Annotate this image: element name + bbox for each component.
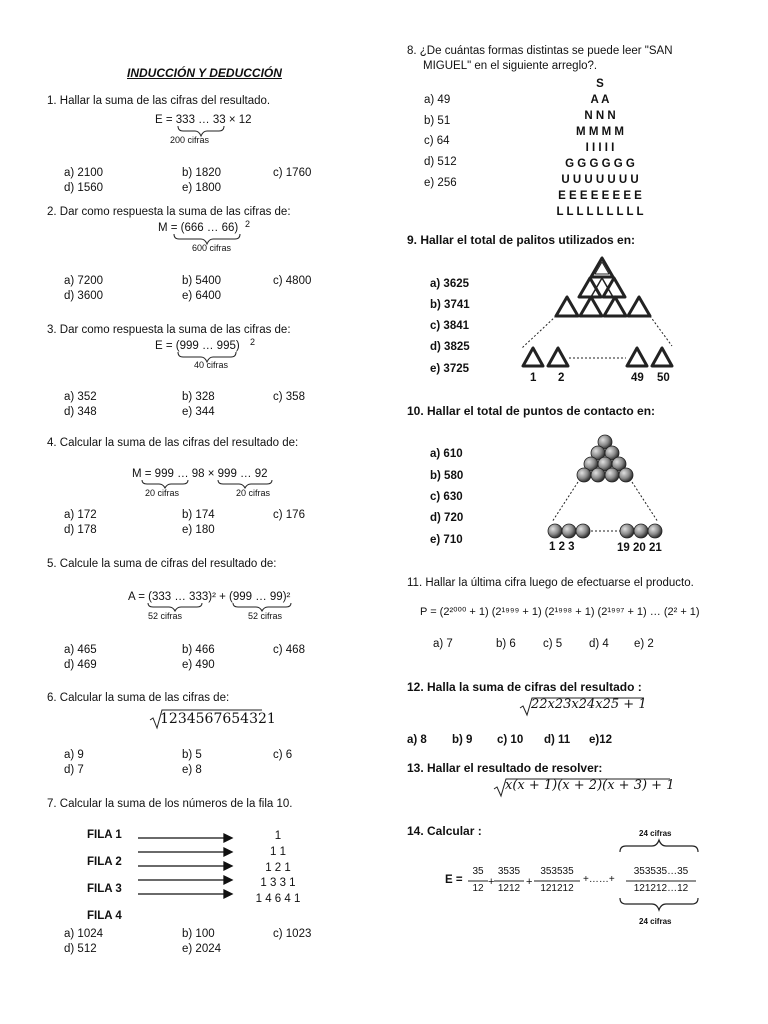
q4-brace-label-2: 20 cifras [236,488,271,498]
q5-option-c[interactable]: c) 468 [273,644,305,656]
q8-option-b[interactable]: b) 51 [424,115,451,127]
q5-option-a[interactable]: a) 465 [64,644,97,656]
q14-frac-2-den: 1212 [497,883,521,894]
q1-option-b[interactable]: b) 1820 [182,167,222,179]
q6-radicand: 1234567654321 [160,711,276,727]
svg-text:+: + [488,876,495,888]
q5-underbrace-1 [148,603,202,611]
q10-label-left: 1 2 3 [549,541,575,553]
q3-option-e[interactable]: e) 344 [182,406,215,418]
q3-expression: E = (999 … 995) [155,340,240,352]
q3-exponent: 2 [250,337,256,347]
matchstick-guides [522,316,672,358]
letter-row-4: M M M M [576,126,624,138]
q8-option-a[interactable]: a) 49 [424,94,451,106]
q4-option-b[interactable]: b) 174 [182,509,215,521]
letter-row-6: G G G G G G [565,158,635,170]
q2-option-c[interactable]: c) 4800 [273,275,312,287]
matchstick-figure [523,258,672,366]
q6-option-c[interactable]: c) 6 [273,749,293,761]
q9-label-50: 50 [657,372,670,384]
q8-statement-line-1: 8. ¿De cuántas formas distintas se puede leer "SAN [407,45,673,57]
q5-brace-label-1: 52 cifras [148,611,183,621]
q11-option-d[interactable]: d) 4 [589,638,609,650]
q5-option-e[interactable]: e) 490 [182,659,215,671]
pascal-row-3: 1 2 1 [265,862,291,874]
q11-option-c[interactable]: c) 5 [543,638,563,650]
q9-option-b[interactable]: b) 3741 [430,299,470,311]
q10-option-a[interactable]: a) 610 [430,448,463,460]
letter-row-5: I I I I I [585,142,615,154]
q11-option-b[interactable]: b) 6 [496,638,516,650]
q14-statement: 14. Calcular : [407,824,482,838]
q6-option-d[interactable]: d) 7 [64,764,84,776]
q4-statement: 4. Calcular la suma de las cifras del resultado de: [47,437,299,449]
q3-option-c[interactable]: c) 358 [273,391,305,403]
q1-brace-label: 200 cifras [170,135,210,145]
ball-figure [548,435,662,538]
letter-row-3: N N N [584,110,616,122]
q9-option-c[interactable]: c) 3841 [430,320,470,332]
pascal-row-4: 1 3 3 1 [260,877,296,889]
q10-option-d[interactable]: d) 720 [430,512,464,524]
q1-option-e[interactable]: e) 1800 [182,182,222,194]
q6-option-a[interactable]: a) 9 [64,749,84,761]
q7-option-b[interactable]: b) 100 [182,928,215,940]
fila-arrows [138,834,232,898]
q4-option-d[interactable]: d) 178 [64,524,97,536]
q10-option-e[interactable]: e) 710 [430,534,463,546]
q11-expression: P = (2²⁰⁰⁰ + 1) (2¹⁹⁹⁹ + 1) (2¹⁹⁹⁸ + 1) (2¹⁹⁹⁷ + 1) … (2² + 1) [420,606,700,618]
q2-expression: M = (666 … 66) [158,222,239,234]
q12-option-b[interactable]: b) 9 [452,734,473,746]
q9-label-1: 1 [530,372,537,384]
q7-statement: 7. Calcular la suma de los números de la fila 10. [47,798,293,810]
pascal-row-5: 1 4 6 4 1 [255,893,301,905]
letter-row-9: L L L L L L L L L [556,206,644,218]
q7-option-c[interactable]: c) 1023 [273,928,312,940]
q11-statement: 11. Hallar la última cifra luego de efectuarse el producto. [407,577,694,589]
q10-statement: 10. Hallar el total de puntos de contacto en: [407,404,656,418]
fila-3-label: FILA 3 [87,883,122,895]
q5-brace-label-2: 52 cifras [248,611,283,621]
q10-option-c[interactable]: c) 630 [430,491,463,503]
q2-brace-label: 600 cifras [192,243,232,253]
q6-option-e[interactable]: e) 8 [182,764,202,776]
q12-option-c[interactable]: c) 10 [497,734,524,746]
q1-statement: 1. Hallar la suma de las cifras del resultado. [47,95,271,107]
pascal-row-2: 1 1 [270,846,286,858]
q1-option-d[interactable]: d) 1560 [64,182,104,194]
q6-option-b[interactable]: b) 5 [182,749,202,761]
q4-brace-label-1: 20 cifras [145,488,180,498]
q1-option-c[interactable]: c) 1760 [273,167,312,179]
q14-brace-label-top: 24 cifras [639,829,672,838]
q8-option-d[interactable]: d) 512 [424,156,457,168]
q9-label-49: 49 [631,372,644,384]
q9-statement: 9. Hallar el total de palitos utilizados en: [407,233,636,247]
q14-brace-label-bottom: 24 cifras [639,917,672,926]
q14-lhs: E = [445,874,463,886]
q13-radicand: x(x + 1)(x + 2)(x + 3) + 1 [505,778,675,793]
q2-option-e[interactable]: e) 6400 [182,290,222,302]
q7-option-d[interactable]: d) 512 [64,943,97,955]
q3-option-d[interactable]: d) 348 [64,406,97,418]
q5-option-d[interactable]: d) 469 [64,659,97,671]
fila-1-label: FILA 1 [87,829,122,841]
q4-option-c[interactable]: c) 176 [273,509,305,521]
q4-option-a[interactable]: a) 172 [64,509,97,521]
q14-frac-1-num: 35 [472,866,484,877]
q1-expression: E = 333 … 33 × 12 [155,114,252,126]
letter-row-2: A A [590,94,610,106]
q14-frac-3-num: 353535 [540,866,574,877]
q5-statement: 5. Calcule la suma de cifras del resultado de: [47,558,277,570]
q14-frac-4-den: 121212…12 [633,883,689,894]
q8-option-c[interactable]: c) 64 [424,135,450,147]
q7-option-e[interactable]: e) 2024 [182,943,222,955]
q5-option-b[interactable]: b) 466 [182,644,215,656]
q12-option-e[interactable]: e)12 [589,734,613,746]
q8-option-e[interactable]: e) 256 [424,177,457,189]
q13-statement: 13. Hallar el resultado de resolver: [407,761,603,775]
q2-statement: 2. Dar como respuesta la suma de las cifras de: [47,206,291,218]
q2-option-a[interactable]: a) 7200 [64,275,104,287]
q12-option-a[interactable]: a) 8 [407,734,427,746]
page-title: INDUCCIÓN Y DEDUCCIÓN [127,66,282,80]
q2-option-d[interactable]: d) 3600 [64,290,104,302]
q4-underbrace-1 [142,480,188,488]
q14-frac-2-num: 3535 [497,866,521,877]
q2-option-b[interactable]: b) 5400 [182,275,222,287]
q1-option-a[interactable]: a) 2100 [64,167,104,179]
q9-option-d[interactable]: d) 3825 [430,341,470,353]
letter-row-1: S [596,78,604,90]
ball-guides [552,482,658,531]
q12-radicand: 22x23x24x25 + 1 [531,697,647,712]
q3-option-a[interactable]: a) 352 [64,391,97,403]
q9-option-e[interactable]: e) 3725 [430,363,470,375]
pascal-row-1: 1 [274,830,282,842]
q11-option-a[interactable]: a) 7 [433,638,453,650]
q14-frac-4-num: 353535…35 [633,866,689,877]
q4-option-e[interactable]: e) 180 [182,524,215,536]
q12-option-d[interactable]: d) 11 [544,734,571,746]
q8-statement-line-2: MIGUEL" en el siguiente arreglo?. [423,60,598,72]
fila-2-label: FILA 2 [87,856,122,868]
q5-underbrace-2 [233,603,291,611]
q3-option-b[interactable]: b) 328 [182,391,215,403]
q3-statement: 3. Dar como respuesta la suma de las cifras de: [47,324,291,336]
q10-option-b[interactable]: b) 580 [430,470,464,482]
q4-underbrace-2 [218,480,272,488]
fila-4-label: FILA 4 [87,910,122,922]
q14-ellipsis: +……+ [583,874,615,885]
q9-label-2: 2 [558,372,565,384]
q2-exponent: 2 [245,219,251,229]
svg-text:+: + [526,876,533,888]
letter-row-7: U U U U U U U [561,174,639,186]
q6-statement: 6. Calcular la suma de las cifras de: [47,692,230,704]
q3-brace-label: 40 cifras [194,360,229,370]
q12-statement: 12. Halla la suma de cifras del resultado : [407,680,642,694]
q14-frac-3-den: 121212 [540,883,574,894]
q11-option-e[interactable]: e) 2 [634,638,654,650]
q4-expression: M = 999 … 98 × 999 … 92 [132,468,268,480]
q5-expression: A = (333 … 333)² + (999 … 99)² [128,591,291,603]
letter-row-8: E E E E E E E E [558,190,642,202]
q9-option-a[interactable]: a) 3625 [430,278,470,290]
q10-label-right: 19 20 21 [617,542,662,554]
q7-option-a[interactable]: a) 1024 [64,928,104,940]
q14-frac-1-den: 12 [472,883,484,894]
